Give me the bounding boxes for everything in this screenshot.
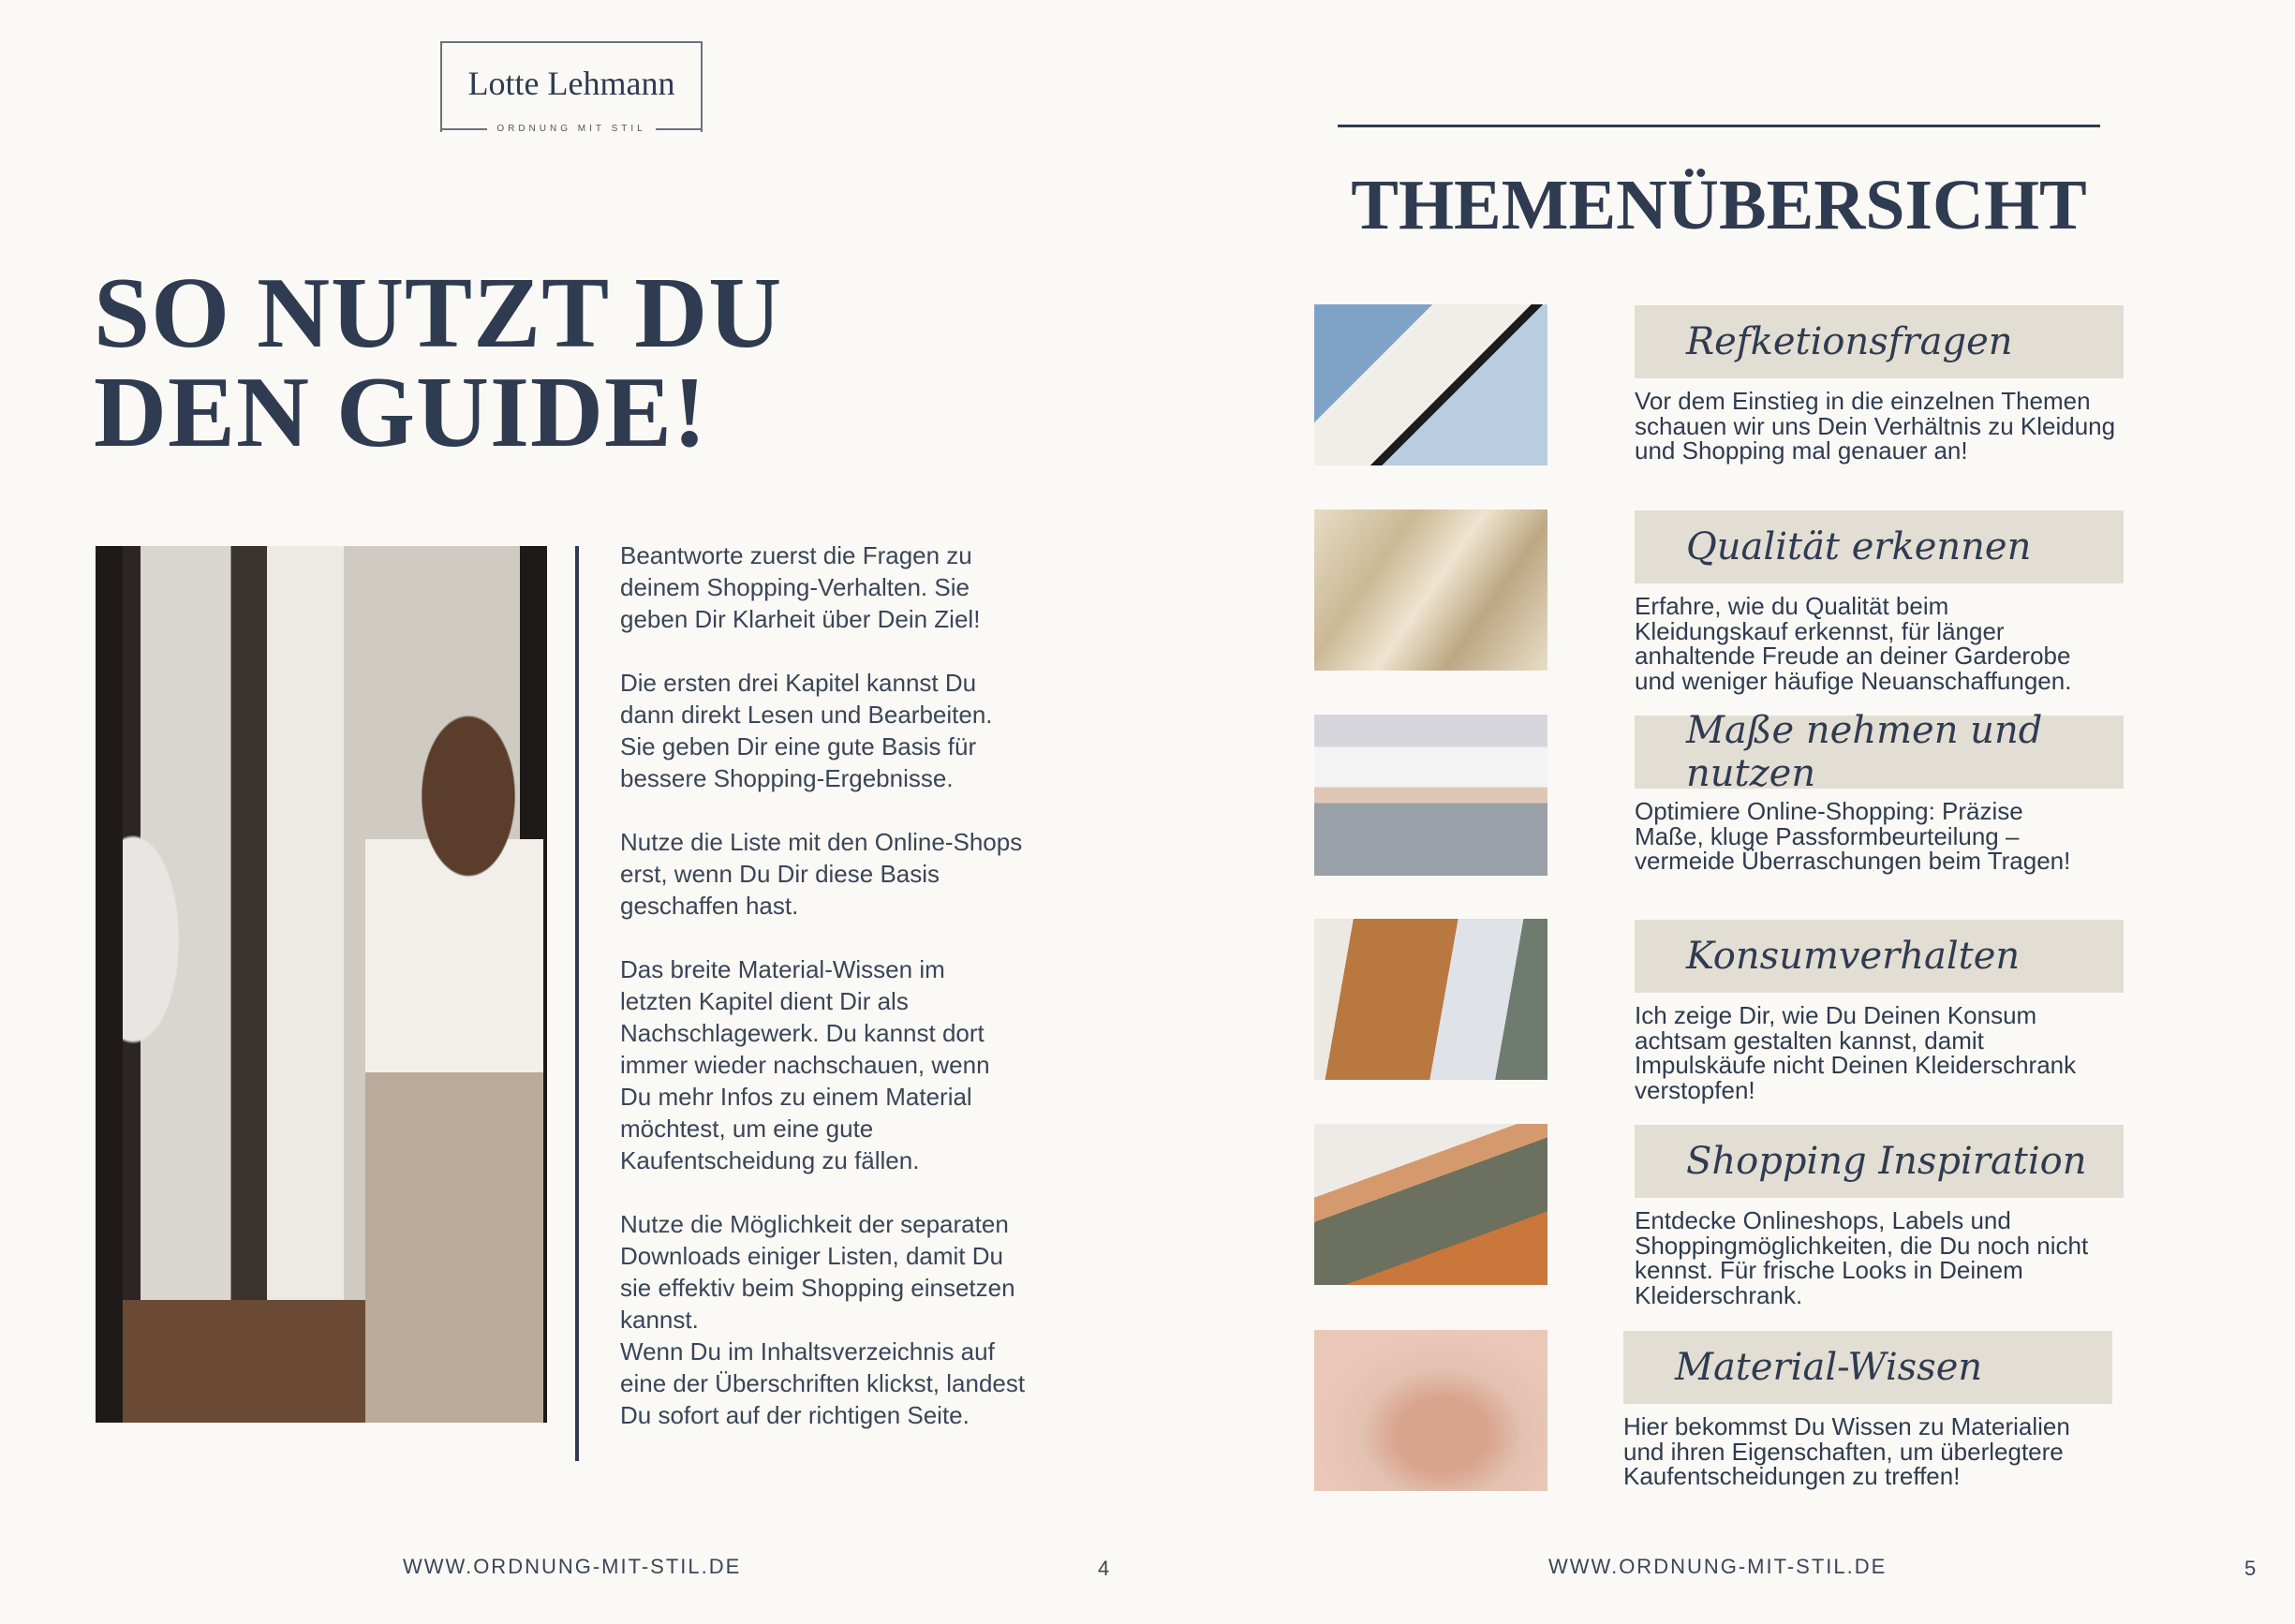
paragraph-line: bessere Shopping-Ergebnisse. [620, 764, 954, 792]
instruction-paragraph [620, 667, 1070, 794]
paragraph-line: dann direkt Lesen und Bearbeiten. [620, 701, 993, 729]
paragraph-line: deinem Shopping-Verhalten. Sie [620, 573, 970, 601]
paragraph-line: Nachschlagewerk. Du kannst dort [620, 1019, 985, 1047]
topic-heading-link[interactable] [1623, 1331, 2112, 1404]
footer-website-link[interactable]: WWW.ORDNUNG-MIT-STIL.DE [403, 1555, 742, 1578]
description-line: Entdecke Onlineshops, Labels und [1635, 1206, 2011, 1234]
topic-heading: Refketionsfragen [1686, 320, 2013, 363]
topic-heading: Maße nehmen und nutzen [1686, 709, 2043, 795]
topic-thumbnail [1314, 715, 1547, 876]
paragraph-line: Sie geben Dir eine gute Basis für [620, 732, 977, 760]
topic-heading: Material-Wissen [1675, 1346, 1983, 1389]
description-line: Maße, kluge Passformbeurteilung – [1635, 821, 2020, 850]
topic-description [1635, 389, 2140, 464]
title-rule [1338, 125, 2100, 127]
headline-line: SO NUTZT DU [94, 258, 783, 369]
description-line: Kleiderschrank. [1635, 1280, 1803, 1309]
topic-heading-link[interactable] [1635, 1125, 2124, 1198]
topic-heading-link[interactable] [1635, 709, 2124, 795]
paragraph-line: Kaufentscheidung zu fällen. [620, 1146, 920, 1174]
description-line: schauen wir uns Dein Verhältnis zu Kleidung [1635, 411, 2116, 440]
page-number: 5 [2244, 1557, 2257, 1580]
topic-thumbnail [1314, 304, 1547, 465]
paragraph-line: Nutze die Liste mit den Online-Shops [620, 828, 1023, 856]
description-line: und weniger häufige Neuanschaffungen. [1635, 666, 2072, 695]
logo-tagline: ORDNUNG MIT STIL [440, 124, 703, 134]
instruction-paragraph [620, 539, 1070, 635]
paragraph-line: immer wieder nachschauen, wenn [620, 1051, 990, 1079]
paragraph-line: Wenn Du im Inhaltsverzeichnis auf [620, 1337, 995, 1366]
paragraph-line: Das breite Material-Wissen im [620, 955, 945, 983]
paragraph-line: eine der Überschriften klickst, landest [620, 1369, 1026, 1397]
description-line: vermeide Überraschungen beim Tragen! [1635, 847, 2071, 875]
topic-heading-link[interactable] [1635, 510, 2124, 583]
description-line: achtsam gestalten kannst, damit [1635, 1026, 1984, 1055]
topic-thumbnail [1314, 1330, 1547, 1491]
paragraph-line: geben Dir Klarheit über Dein Ziel! [620, 605, 981, 633]
headline-line: DEN GUIDE! [94, 357, 708, 468]
instruction-paragraph [620, 826, 1070, 922]
vertical-divider [575, 546, 579, 1461]
paragraph-line: Du sofort auf der richtigen Seite. [620, 1401, 970, 1429]
topic-description [1635, 799, 2140, 874]
description-line: Kleidungskauf erkennst, für länger [1635, 616, 2005, 645]
description-line: Impulskäufe nicht Deinen Kleiderschrank [1635, 1051, 2077, 1079]
brand-logo [440, 41, 703, 132]
topic-heading-link[interactable] [1635, 920, 2124, 993]
paragraph-line: möchtest, um eine gute [620, 1115, 874, 1143]
logo-name: Lotte Lehmann [467, 65, 675, 102]
description-line: Optimiere Online-Shopping: Präzise [1635, 797, 2023, 825]
guide-instructions [620, 539, 1070, 1463]
paragraph-line: geschaffen hast. [620, 892, 799, 920]
page-headline [94, 258, 783, 468]
description-line: anhaltende Freude an deiner Garderobe [1635, 642, 2071, 670]
description-line: Hier bekommst Du Wissen zu Materialien [1623, 1412, 2070, 1440]
description-line: verstopfen! [1635, 1075, 1755, 1104]
topic-heading-link[interactable] [1635, 305, 2124, 378]
paragraph-line: kannst. [620, 1306, 699, 1334]
topic-thumbnail [1314, 919, 1547, 1080]
footer-website-link[interactable]: WWW.ORDNUNG-MIT-STIL.DE [1548, 1555, 1888, 1578]
topic-thumbnail [1314, 1124, 1547, 1285]
topic-description [1635, 1208, 2140, 1307]
overview-title: THEMENÜBERSICHT [1351, 166, 2087, 244]
paragraph-line: Downloads einiger Listen, damit Du [620, 1242, 1003, 1270]
topic-heading: Qualität erkennen [1686, 525, 2032, 568]
paragraph-line: sie effektiv beim Shopping einsetzen [620, 1274, 1015, 1302]
instruction-paragraph [620, 953, 1070, 1176]
paragraph-line: Du mehr Infos zu einem Material [620, 1083, 972, 1111]
topic-heading: Konsumverhalten [1686, 935, 2021, 978]
description-line: Shoppingmöglichkeiten, die Du noch nicht [1635, 1231, 2089, 1260]
description-line: und ihren Eigenschaften, um überlegtere [1623, 1437, 2064, 1466]
description-line: Kaufentscheidungen zu treffen! [1623, 1462, 1961, 1490]
paragraph-line: Nutze die Möglichkeit der separaten [620, 1210, 1009, 1238]
topic-description [1623, 1414, 2129, 1489]
instruction-paragraph [620, 1208, 1070, 1336]
paragraph-line: Beantworte zuerst die Fragen zu [620, 541, 972, 569]
woman-figure-photo [365, 693, 543, 1423]
paragraph-line: erst, wenn Du Dir diese Basis [620, 860, 940, 888]
paragraph-line: Die ersten drei Kapitel kannst Du [620, 669, 977, 697]
page-number: 4 [1098, 1557, 1110, 1580]
topic-heading: Shopping Inspiration [1686, 1140, 2087, 1183]
description-line: Ich zeige Dir, wie Du Deinen Konsum [1635, 1001, 2037, 1029]
description-line: Erfahre, wie du Qualität beim [1635, 592, 1949, 620]
topic-description [1635, 594, 2140, 693]
description-line: Vor dem Einstieg in die einzelnen Themen [1635, 387, 2091, 415]
instruction-paragraph [620, 1336, 1070, 1431]
description-line: und Shopping mal genauer an! [1635, 436, 1968, 465]
topic-description [1635, 1003, 2140, 1102]
paragraph-line: letzten Kapitel dient Dir als [620, 987, 909, 1015]
topic-thumbnail [1314, 509, 1547, 671]
description-line: kennst. Für frische Looks in Deinem [1635, 1256, 2023, 1284]
